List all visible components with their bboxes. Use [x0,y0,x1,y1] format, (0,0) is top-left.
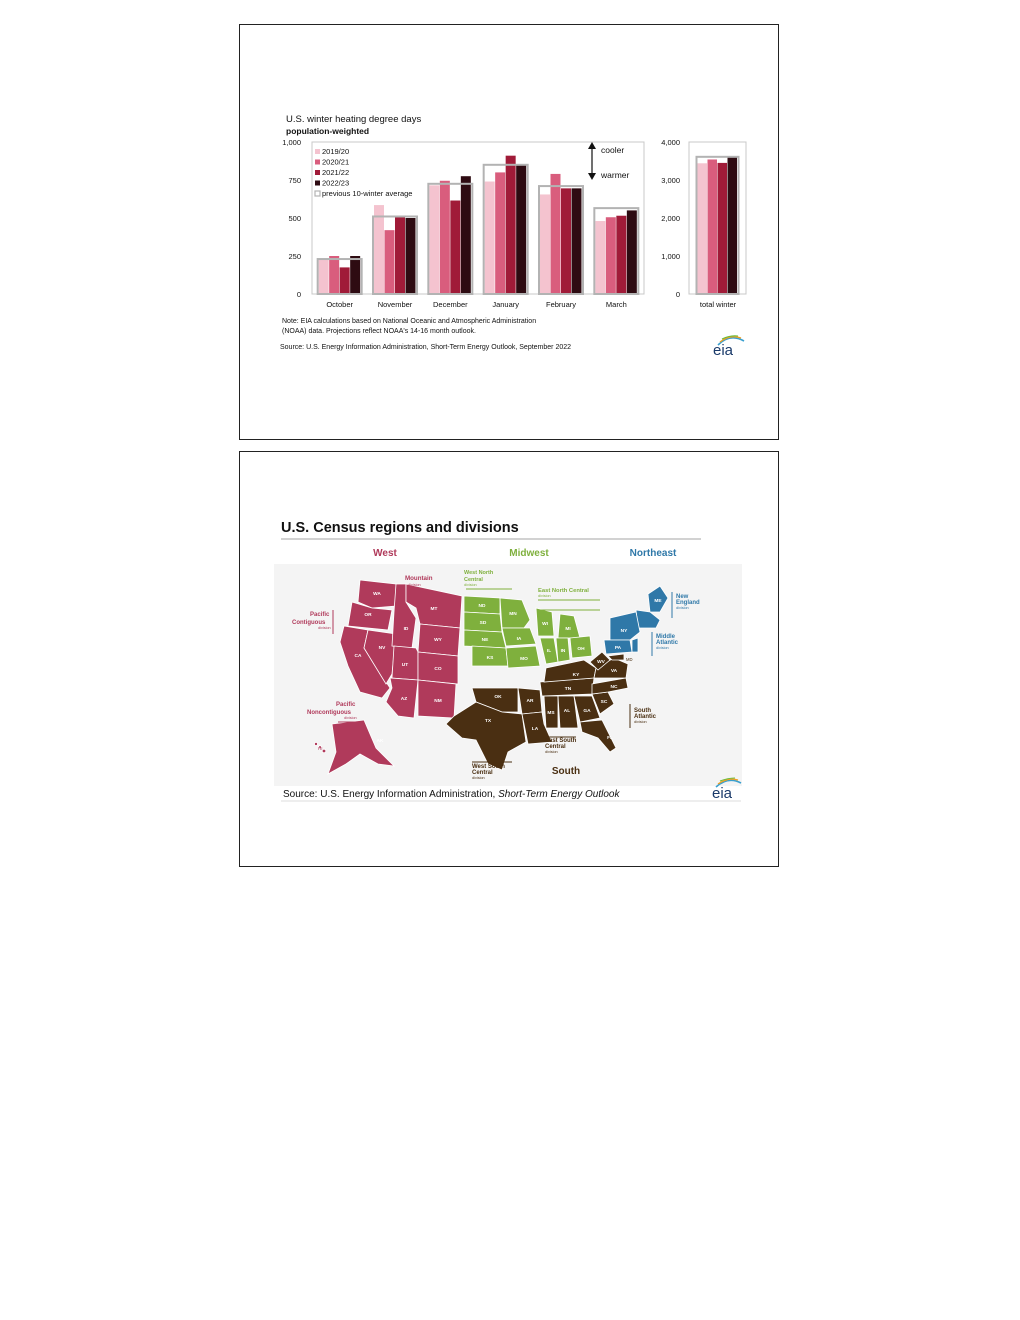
bar-2022-23-february [572,188,582,294]
division-esc-label: East South [545,738,577,744]
legend-swatch-previous-10-winter-average [315,191,320,196]
bar-2020-21-november [385,230,395,294]
legend-swatch-2022-23 [315,181,320,186]
state-label-ak: AK [376,739,384,744]
division-enc-label: East North Central [538,588,589,594]
state-label-va: VA [610,669,618,674]
state-label-la: LA [531,727,539,732]
division-pacific-contiguous-label: Pacific [310,612,330,618]
state-label-in: IN [560,649,566,654]
bar-2021-22-november [395,216,405,294]
bar-2021-22-march [616,216,626,294]
chart-note-line2: (NOAA) data. Projections reflect NOAA's 14-16 month outlook. [282,328,476,335]
division-mountain-label: Mountain [405,575,433,582]
bar-2021-22-october [340,267,350,294]
state-label-ks: KS [486,656,494,661]
state-label-oh: OH [577,647,585,652]
total-bar-2021-22 [718,163,728,294]
map-source-italic: Short-Term Energy Outlook [498,789,620,800]
state-label-ca: CA [354,654,362,659]
state-label-wa: WA [373,592,381,597]
division-esc-sub: division [545,750,558,754]
state-label-or: OR [364,613,372,618]
state-label-id: ID [403,627,409,632]
main-y-tick-label: 500 [288,214,301,223]
region-west-label: West [373,548,397,559]
total-bar-2020-21 [708,159,718,294]
state-label-mt: MT [430,607,438,612]
bar-2022-23-march [627,210,637,294]
state-label-ia: IA [516,637,522,642]
total-bars [697,157,739,294]
x-tick-label-february: February [545,300,577,309]
state-label-tx: TX [484,719,492,724]
state-label-ok: OK [494,695,502,700]
legend-swatch-2020-21 [315,160,320,165]
division-wsc-sub: division [472,776,485,780]
main-y-tick-label: 0 [296,290,301,299]
state-label-al: AL [563,709,571,714]
bar-2022-23-january [516,165,526,294]
state-label-mi: MI [565,627,571,632]
state-label-hi: HI [318,746,323,751]
main-y-tick-label: 1,000 [282,138,301,147]
bar-2022-23-december [461,176,471,294]
state-label-wy: WY [434,638,442,643]
bar-2019-20-december [429,185,439,294]
division-esc-label2: Central [545,744,566,750]
slide-census-regions [239,451,779,867]
region-midwest-label: Midwest [509,548,549,559]
total-bar-2022-23 [728,157,738,294]
state-label-wv: WV [597,660,605,665]
state-label-ga: GA [583,709,591,714]
bar-2021-22-december [450,201,460,294]
state-label-ut: UT [401,663,409,668]
state-label-co: CO [434,667,442,672]
state-label-ny: NY [620,629,628,634]
bar-2020-21-december [440,181,450,294]
legend-label-2019-20: 2019/20 [322,147,350,156]
arrow-down-icon [588,173,596,180]
state-label-md: MD [626,657,633,662]
eia-logo-text-2: eia [712,785,733,802]
region-south-label: South [551,766,581,777]
census-regions-map [240,452,780,868]
division-pacific-noncontiguous-sub: division [344,716,357,720]
bar-2019-20-october [319,260,329,294]
division-new-england-label2: England [676,600,700,606]
state-label-fl: FL [607,736,613,741]
state-label-nm: NM [434,699,442,704]
legend-swatch-2019-20 [315,149,320,154]
state-label-ky: KY [572,673,580,678]
division-south-atlantic-label2: Atlantic [634,714,657,720]
legend-swatch-2021-22 [315,170,320,175]
total-y-tick-label: 1,000 [661,252,680,261]
legend-label-2020-21: 2020/21 [322,157,350,167]
total-y-tick-label: 4,000 [661,138,680,147]
x-tick-label-march: March [605,300,627,309]
division-wsc-label: West South [472,764,505,770]
total-y-tick-label: 3,000 [661,176,680,185]
state-label-sc: SC [600,700,608,705]
total-y-tick-label: 0 [675,290,680,299]
x-tick-label-october: October [326,300,354,309]
chart-subtitle: population-weighted [286,126,370,136]
chart-title: U.S. winter heating degree days [286,114,422,125]
chart-note-line1: Note: EIA calculations based on National Oceanic and Atmospheric Administration [282,318,537,325]
division-south-atlantic-sub: division [634,720,647,724]
total-y-axis [661,138,680,299]
state-label-mn: MN [509,612,517,617]
chart-source: Source: U.S. Energy Information Administration, Short-Term Energy Outlook, September 2022 [280,344,572,351]
map-source-prefix: Source: U.S. Energy Information Administration, [283,789,499,800]
state-label-nc: NC [610,685,618,690]
main-y-tick-label: 250 [288,252,301,261]
division-new-england-sub: division [676,606,689,610]
bar-2019-20-november [374,205,384,294]
eia-logo-text: eia [713,342,734,359]
bar-2022-23-november [406,218,416,294]
bar-2019-20-march [595,221,605,294]
state-label-ar: AR [526,699,534,704]
x-tick-label-december: December [433,300,468,309]
main-x-axis [326,300,626,309]
division-middle-atlantic-label: Middle [656,634,675,640]
bar-2019-20-february [540,194,550,294]
state-label-nv: NV [378,646,386,651]
legend-label-previous-10-winter-average: previous 10-winter average [322,189,413,198]
state-label-il: IL [546,649,552,654]
total-bar-2019-20 [698,163,708,294]
bar-2020-21-march [606,217,616,294]
division-middle-atlantic-label2: Atlantic [656,640,679,646]
state-label-nd: ND [478,604,486,609]
division-new-england-label: New [676,594,689,600]
division-wnc-sub: division [464,583,477,587]
division-middle-atlantic-sub: division [656,646,669,650]
bar-2021-22-january [506,156,516,294]
cooler-warmer-annotation [588,142,630,180]
total-y-tick-label: 2,000 [661,214,680,223]
bar-2020-21-february [551,174,561,294]
eia-logo [713,336,744,359]
main-y-tick-label: 750 [288,176,301,185]
state-nj [632,638,638,652]
state-label-wi: WI [542,622,548,627]
division-pacific-contiguous-label2: Contiguous [292,620,326,626]
division-wnc-label2: Central [464,577,483,583]
cooler-label: cooler [601,145,625,155]
bar-2019-20-january [485,182,495,294]
bar-2020-21-january [495,172,505,294]
state-label-sd: SD [479,621,487,626]
division-enc-sub: division [538,594,551,598]
state-label-ne: NE [481,638,489,643]
state-label-az: AZ [400,697,408,702]
main-y-axis [282,138,301,299]
bar-2022-23-october [350,256,360,294]
legend-label-2021-22: 2021/22 [322,168,350,177]
arrow-up-icon [588,142,596,149]
legend-label-2022-23: 2022/23 [322,178,350,188]
x-tick-label-november: November [377,300,413,309]
map-source [283,789,620,800]
division-pacific-contiguous-sub: division [318,626,331,630]
division-pacific-noncontiguous-label2: Noncontiguous [307,710,351,716]
state-label-ms: MS [547,711,555,716]
bar-2020-21-october [329,256,339,294]
state-label-me: ME [654,599,662,604]
slide-heating-degree-days [239,24,779,440]
heating-degree-days-chart [240,25,780,441]
x-tick-label-january: January [492,300,520,309]
state-label-pa: PA [614,646,622,651]
division-south-atlantic-label: South [634,708,651,714]
division-wsc-label2: Central [472,770,493,776]
warmer-label: warmer [601,170,630,180]
division-mountain-sub: division [408,583,421,587]
region-northeast-label: Northeast [629,548,677,559]
division-wnc-label: West North [464,570,494,576]
bar-2021-22-february [561,188,571,294]
map-title: U.S. Census regions and divisions [281,520,519,536]
total-x-label: total winter [699,300,737,309]
state-label-mo: MO [520,657,528,662]
state-hi-island [322,749,326,753]
division-pacific-noncontiguous-label: Pacific [336,702,356,708]
state-label-tn: TN [564,687,572,692]
legend [315,147,412,198]
